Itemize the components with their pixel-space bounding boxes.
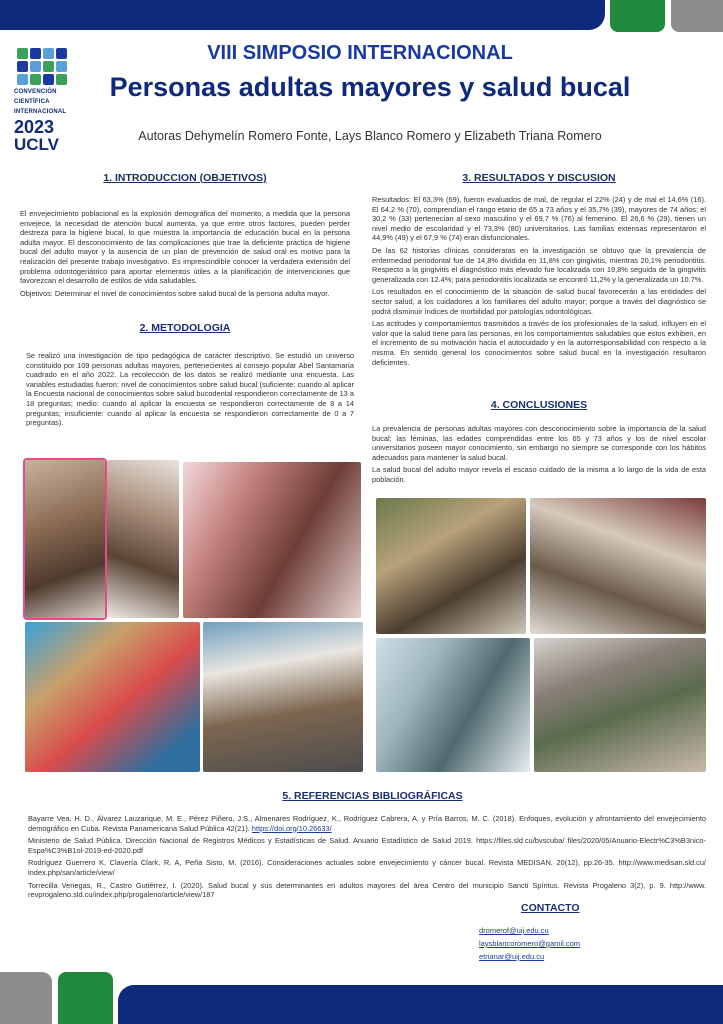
conclusiones-body [372, 424, 706, 488]
reference-3: Rodríguez Guerrero K, Clavería Clark, R. A, Peña Sisto, M. (2016). Consideraciones actuales sobre envejecimiento y cáncer bucal. Revista MEDISAN, 20(12), pp.26-35. http://www.medisan.sld.cu/ index.php/san/article/view/ [28, 858, 706, 877]
contacto-title: CONTACTO [521, 902, 580, 914]
resultados-paragraph-2: De las 62 historias clínicas consideraras en la investigación se obtuvo que la prevalencia de enfermedad periodontal fue de 14,8% dividida en 11,8% con gingivitis, mientras 20,1% periodontitis. Respecto a la gingivitis el diagnóstico más elevado fue localizada con 19,8% seguida de la gingivitis generalizada con 12.4%; para periodontitis localizada se encontró 11,2% y la generalizada un 10.7%. [372, 245, 706, 284]
top-green-bar [610, 0, 665, 32]
logo-text-3: INTERNACIONAL [14, 109, 67, 115]
photo-seated-group [376, 498, 526, 634]
resultados-title: 3. RESULTADOS Y DISCUSION [462, 172, 616, 184]
photo-staff-with-elderly [530, 498, 706, 634]
bottom-green-bar [58, 972, 113, 1024]
logo-org: UCLV [14, 135, 60, 154]
reference-1-text: Bayarre Vea, H. D., Álvarez Lauzarique, M. E., Pérez Piñero, J.S., Almenares Rodríguez, K., Rodríguez Cabrera, A. y Pría Barros, M. C. (2018). Enfoques, evolución y afrontamiento del envejecimiento demográfico en Cuba. Revista Panamericana Salud Pública 42(21). [28, 814, 706, 833]
metodologia-title: 2. METODOLOGIA [139, 322, 231, 334]
reference-1 [28, 814, 706, 833]
logo-text-1: CONVENCIÓN [14, 89, 57, 95]
metodologia-body [26, 351, 354, 431]
logo-mosaic-icon [17, 48, 70, 85]
photo-dental-chair [376, 638, 530, 772]
conclusiones-paragraph-2: La salud bucal del adulto mayor revela el escaso cuidado de la misma a lo largo de la vida de esta población. [372, 465, 706, 484]
photo-group-portrait [203, 622, 363, 772]
conclusiones-paragraph-1: La prevalencia de personas adultas mayores con desconocimiento sobre la importancia de la salud bucal; las féminas, las edades comprendidas entre los 65 y 73 años y los de nivel escolar universitarios poseen mayor conocimiento, sin embargo no siempre se corresponde con los hábitos adecuados para mantener la salud bucal. [372, 424, 706, 462]
resultados-body [372, 195, 706, 370]
photo-elderly-woman-1 [25, 460, 105, 618]
resultados-paragraph-3: Los resultados en el conocimiento de la situación de salud bucal favorecerán a las entidades del sector salud, a los cuidadores a los familiares del adulto mayor; porque a través del diagnóstico se podrá disminuir índices de morbilidad por patologías odontológicas. [372, 287, 706, 316]
photo-elderly-woman-2 [107, 460, 179, 618]
convention-logo [14, 48, 70, 153]
reference-2: Ministerio de Salud Pública. Dirección Nacional de Registros Médicos y Estadísticas de Salud. Anuario Estadístico de Salud 2019. https://files.sld.cu/bvscuba/ files/2020/05/Anuario-Electr%C3%B3nico-Espa%C3%B1ol-2019-ed-2020.pdf [28, 836, 706, 855]
resultados-paragraph-1: Resultados: El 63,3% (69), fueron evaluados de mal, de regular el 22% (24) y de mal el 14,6% (16). El 64,2 % (70), comprendían el rango etario de 65 a 73 años y el 35,7% (39), mayores de 74 años; el 30,2 % (33) pertenecían al sexo masculino y el 69,7 % (76) al femenino. El 26,6 % (29), tienen un nivel medio de escolaridad y el 73,3% (80) universitarios. Las familias extensas representaron el 44,9% (49) y el 67,9 % (74) eran disfuncionales. [372, 195, 706, 243]
photo-waiting-room [534, 638, 706, 772]
introduccion-paragraph: El envejecimiento poblacional es la explosión demográfica del momento, a medida que la persona envejece, la necesidad de atención bucal aumenta, ya que entre otros factores, pueden perder destreza para la higiene bucal, lo que muestra la importancia de educación bucal en la persona adulta mayor. El desconocimiento de las complicaciones que trae la deficiente práctica de higiene bucal del adulto mayor y la ausencia de un plan de prevención de salud oral es motivo para la realización del presente trabajo investigativo. Es imprescindible conocer la verdadera extensión del problema odontogeriátrico para aportar elementos útiles a la planificación de intervenciones que favorezcan el desarrollo de estilos de vida saludables. [20, 209, 350, 286]
top-gray-bar [671, 0, 723, 32]
contact-email-3[interactable]: etrianar@uij.edu.cu [479, 952, 545, 961]
authors-line: Autoras Dehymelín Romero Fonte, Lays Blanco Romero y Elizabeth Triana Romero [138, 129, 602, 143]
introduccion-body [20, 209, 350, 301]
photo-dental-exam [183, 462, 361, 618]
logo-year: 2023 [14, 117, 55, 137]
introduccion-title: 1. INTRODUCCION (OBJETIVOS) [103, 172, 267, 184]
reference-4: Torrecilla Venegas, R., Castro Gutiérrez, I. (2020). Salud bucal y sus determinantes en adultos mayores del área Centro del municipio Sancti Spíritus. Revista Progaleno 3(2), p. 9. http://www. revprogaleno.sld.cu/index.php/progaleno/article/view/187 [28, 880, 706, 900]
reference-1-link[interactable]: https://doi.org/10.26633/ [251, 823, 332, 833]
metodologia-paragraph: Se realizó una investigación de tipo pedagógica de carácter descriptivo. Se estudió un universo constituido por 109 personas adultas mayores, pertenecientes al consejo popular Abel Santamaría cuadrado en el año 2022. La recolección de los datos se realizó mediante una encuesta. Las variables estudiadas fueron: nivel de conocimientos sobre salud bucal (suficiente: cuando al aplicar la Encuesta nacional de conocimientos sobre salud bucodental respondieron correctamente de 13 a 18 preguntas; medio: cuando al aplicar la encuesta se respondieron correctamente de 8 a 14 preguntas; insuficiente: cuando al aplicar la encuesta se respondieron correctamente de 0 a 7 preguntas). [26, 351, 354, 428]
contact-email-1[interactable]: dromerof@uij.edu.cu [479, 926, 549, 935]
symposium-title: VIII SIMPOSIO INTERNACIONAL [207, 42, 513, 64]
logo-text-2: CIENTÍFICA [14, 99, 50, 105]
bottom-gray-bar [0, 972, 52, 1024]
photo-group-celebration [25, 622, 200, 772]
referencias-list [28, 814, 706, 903]
top-navy-bar [0, 0, 605, 30]
poster-title: Personas adultas mayores y salud bucal [109, 72, 631, 102]
conclusiones-title: 4. CONCLUSIONES [490, 399, 588, 411]
objetivos-paragraph: Objetivos: Determinar el nivel de conocimientos sobre salud bucal de la persona adulta mayor. [20, 288, 330, 298]
bottom-navy-bar [118, 985, 723, 1024]
resultados-paragraph-4: Las actitudes y comportamientos trasmitidos a través de los profesionales de la salud, influyen en el valor que la salud tiene para las personas, en los comportamientos saludables que estos exhiben, en el incremento de su motivación hacia el autocuidado y en la autorresponsabilidad con respecto a la misma. En sentido general los conocimientos sobre salud bucal en la investigación resultaron deficientes. [372, 319, 706, 367]
contact-email-2[interactable]: laysblancoromero@gamil.com [479, 939, 580, 948]
referencias-title: 5. REFERENCIAS BIBLIOGRÁFICAS [282, 790, 463, 802]
